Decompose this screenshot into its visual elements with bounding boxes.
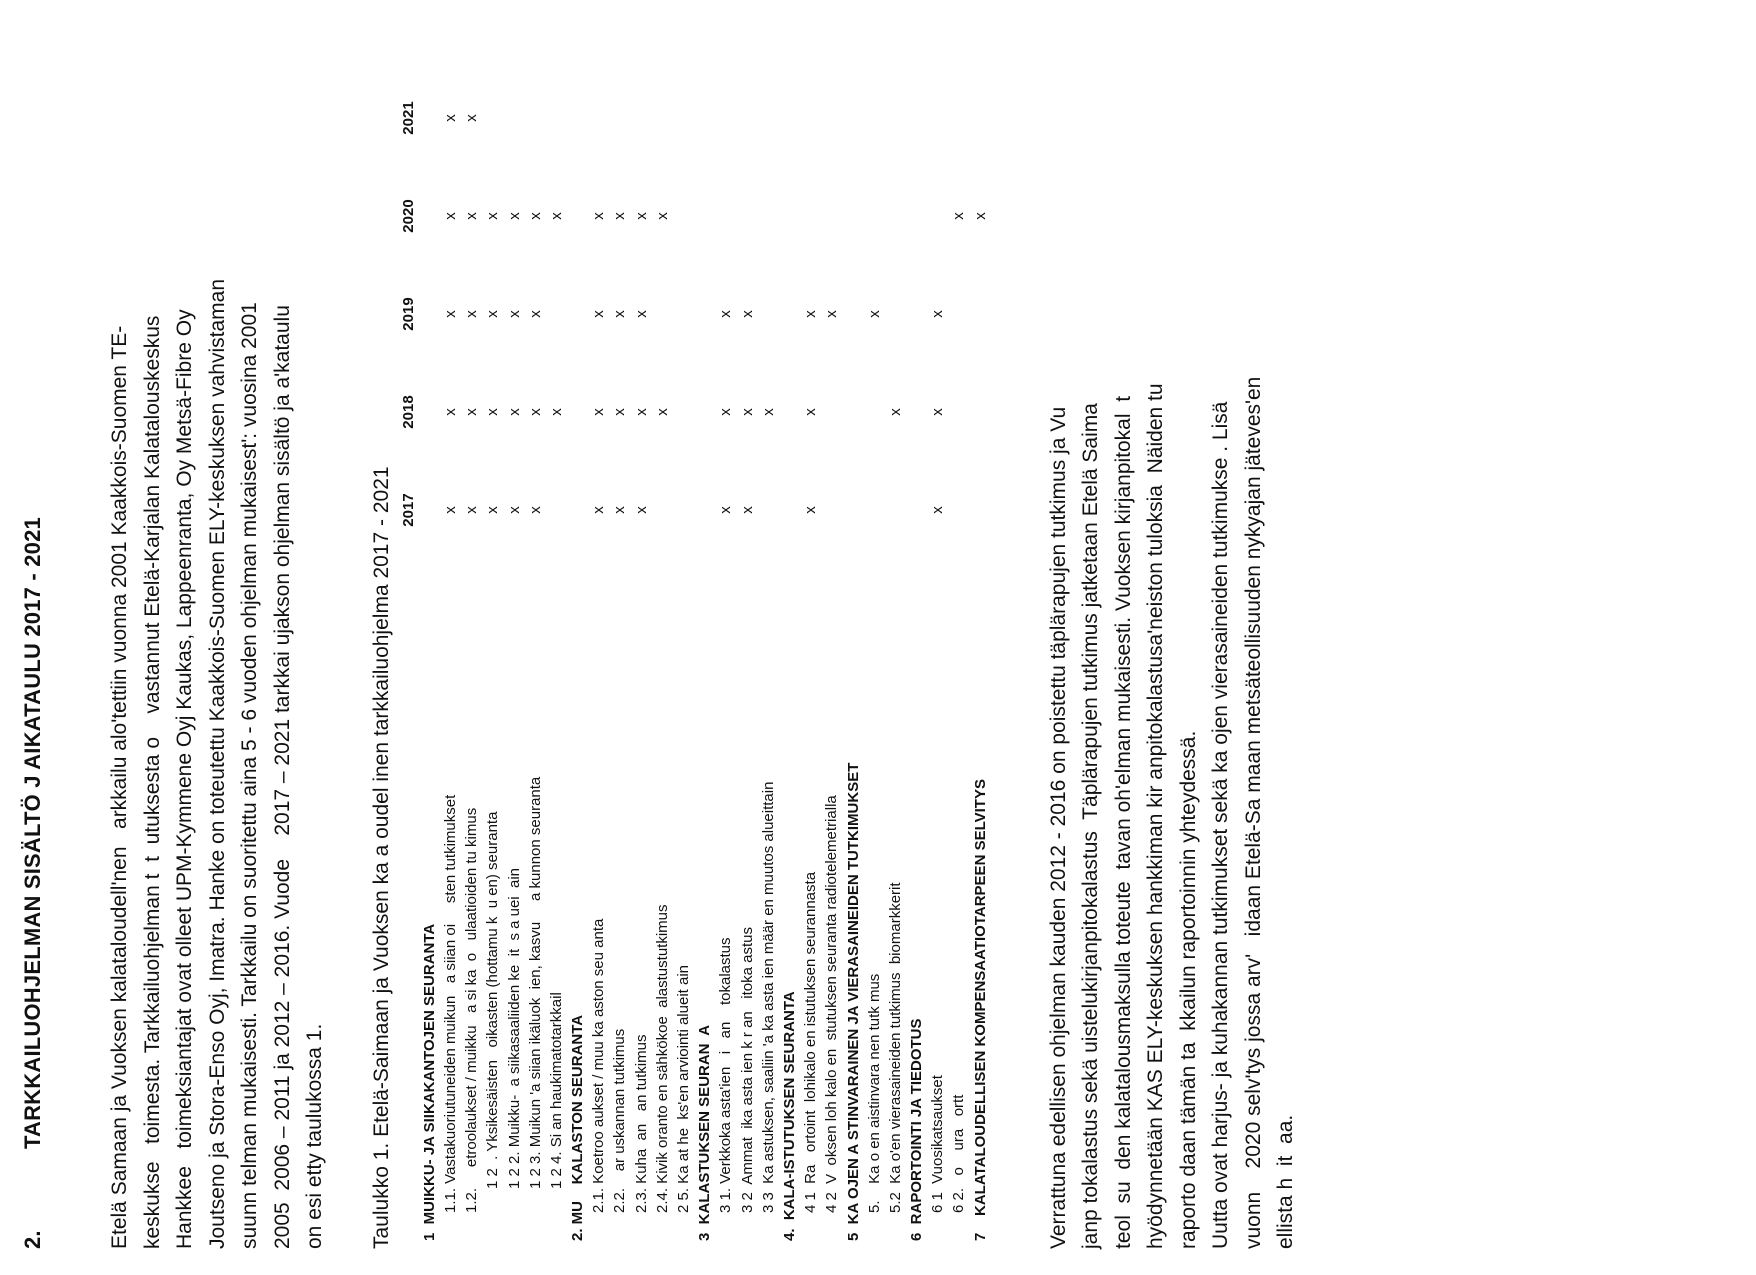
year-mark-cell xyxy=(970,461,991,559)
year-mark-cell xyxy=(821,363,842,461)
year-mark-cell: x xyxy=(738,506,756,514)
table-row xyxy=(652,69,673,1249)
year-mark-cell: x xyxy=(738,408,756,416)
year-mark-cell: x xyxy=(632,310,650,318)
year-mark-cell: x xyxy=(802,506,820,514)
text-line: suunn telman mukaisesti. Tarkkailu on suoritettu aina 5 - 6 vuoden ohjelman mukaisest': vuosina 2001 xyxy=(238,302,261,1249)
year-mark-cell: x xyxy=(484,408,502,416)
year-mark-cell xyxy=(948,265,969,363)
row-label: 2 5. Ka at he ks'en arviointi alueit ain xyxy=(675,964,693,1213)
table-row xyxy=(758,69,779,1249)
year-mark-cell xyxy=(546,265,567,363)
text-line: Hankkee toimeksiantajat ovat olleet UPM-Kymmene Oyj Kaukas, Lappeenranta, Oy Metsä-Fibre Oy xyxy=(173,309,196,1249)
row-label: 3 3 Ka astuksen, saaliin 'a ka asta ien määr en muutos alueittain xyxy=(759,781,777,1213)
year-mark-cell xyxy=(673,461,694,559)
year-mark-cell xyxy=(694,363,715,461)
year-mark-cell xyxy=(546,69,567,167)
table-row xyxy=(673,69,694,1249)
year-mark-cell xyxy=(419,167,440,265)
table-row xyxy=(503,69,524,1249)
year-mark-cell: x xyxy=(929,408,947,416)
year-mark-cell xyxy=(885,265,906,363)
year-mark-cell xyxy=(885,69,906,167)
year-mark-cell xyxy=(567,363,588,461)
table-row xyxy=(546,69,567,1249)
year-mark-cell xyxy=(779,461,800,559)
row-label: 7 KALATALOUDELLISEN KOMPENSAATIOTARPEEN SELVITYS xyxy=(971,779,989,1241)
table-row xyxy=(588,69,609,1249)
year-mark-cell xyxy=(673,363,694,461)
table-row xyxy=(864,69,885,1249)
year-mark-cell xyxy=(906,265,927,363)
table-row xyxy=(842,69,863,1249)
year-mark-cell xyxy=(864,69,885,167)
year-mark-cell xyxy=(779,265,800,363)
year-mark-cell: x xyxy=(717,310,735,318)
year-mark-cell: x xyxy=(611,408,629,416)
text-line: 2005 2006 – 2011 ja 2012 – 2016. Vuode 2017 – 2021 tarkkai ujakson ohjelman sisältö ja a'kataulu xyxy=(270,305,294,1249)
year-mark-cell: x xyxy=(505,506,523,514)
year-mark-cell xyxy=(758,461,779,559)
row-label: 5. Ka o en aistinvara nen tutk mus xyxy=(865,973,883,1213)
year-mark-cell xyxy=(503,69,524,167)
year-mark-cell xyxy=(970,363,991,461)
year-mark-cell: x xyxy=(717,506,735,514)
year-mark-cell xyxy=(546,461,567,559)
year-mark-cell: x xyxy=(865,310,883,318)
year-mark-cell: x xyxy=(441,310,459,318)
year-mark-cell: x xyxy=(886,408,904,416)
year-mark-cell: x xyxy=(929,506,947,514)
year-mark-cell xyxy=(779,363,800,461)
row-label: 6 RAPORTOINTI JA TIEDOTUS xyxy=(908,1018,926,1241)
year-mark-cell: x xyxy=(611,310,629,318)
year-header: 2017 xyxy=(399,493,417,527)
row-label: 3 1. Verkkoka asta'ien i an tokalastus xyxy=(717,937,735,1213)
year-mark-cell: x xyxy=(632,408,650,416)
year-header: 2019 xyxy=(399,297,417,331)
year-mark-cell xyxy=(652,265,673,363)
row-label: 3 KALASTUKSEN SEURAN A xyxy=(696,1024,714,1241)
year-mark-cell xyxy=(525,69,546,167)
text-line: ellista h it aa. xyxy=(1274,1114,1298,1249)
year-mark-cell: x xyxy=(505,310,523,318)
year-mark-cell xyxy=(821,69,842,167)
table-header-row xyxy=(398,69,419,1249)
table-header-blank xyxy=(398,559,419,1249)
text-line: on esi etty taulukossa 1. xyxy=(303,1023,326,1249)
row-label: 1 2 . Yksikesäisten oikasten (hottamu k u en) seuranta xyxy=(484,811,502,1189)
table-row xyxy=(948,69,969,1249)
row-label: 5.2 Ka o'en vierasaineiden tutkimus biomarkkerit xyxy=(886,882,904,1213)
year-mark-cell: x xyxy=(759,408,777,416)
table-row xyxy=(800,69,821,1249)
text-line: Etelä Samaan ja Vuoksen kalataloudell'nen arkkailu alo'tettiin vuonna 2001 Kaakkois-Suomen TE- xyxy=(108,325,131,1249)
year-mark-cell xyxy=(948,363,969,461)
year-mark-cell: x xyxy=(463,212,481,220)
year-mark-cell: x xyxy=(441,114,459,122)
table-row xyxy=(419,69,440,1249)
year-mark-cell: x xyxy=(441,408,459,416)
year-mark-cell xyxy=(652,461,673,559)
row-label: 2.4. Kivik oranto en sähkökoe alastustutkimus xyxy=(653,904,671,1213)
year-mark-cell xyxy=(419,265,440,363)
year-mark-cell: x xyxy=(463,506,481,514)
year-mark-cell xyxy=(694,167,715,265)
year-mark-cell: x xyxy=(971,212,989,220)
year-mark-cell xyxy=(842,167,863,265)
row-label: 2.3. Kuha an an tutkimus xyxy=(632,1034,650,1213)
table-row xyxy=(609,69,630,1249)
year-mark-cell: x xyxy=(463,310,481,318)
section-title: TARKKAILUOHJELMAN SISÄLTÖ J AIKATAULU 2017 - 2021 xyxy=(20,517,45,1149)
row-label: 1.1. Vastakuoriutuneiden muikun a siian oi sten tutkimukset xyxy=(441,794,459,1213)
year-mark-cell xyxy=(673,265,694,363)
section-number: 2. xyxy=(20,1230,45,1249)
year-mark-cell xyxy=(821,461,842,559)
row-label: 2.1. Koetroo aukset / muu ka aston seu anta xyxy=(590,918,608,1213)
row-label: 3 2 Ammat ika asta ien k r an itoka astus xyxy=(738,927,756,1213)
row-label: 6 2. o ura ortt xyxy=(950,1094,968,1213)
year-mark-cell xyxy=(758,69,779,167)
outro-paragraph xyxy=(1043,40,1303,1249)
year-mark-cell xyxy=(652,69,673,167)
year-mark-cell: x xyxy=(547,408,565,416)
year-mark-cell: x xyxy=(632,506,650,514)
text-line: keskukse toimesta. Tarkkailuohjelman t t utuksesta o vastannut Etelä-Karjalan Kalatalouskeskus xyxy=(140,315,164,1249)
year-mark-cell: x xyxy=(463,408,481,416)
table-row xyxy=(525,69,546,1249)
year-mark-cell xyxy=(906,167,927,265)
text-line: Uutta ovat harjus- ja kuhakannan tutkimukset sekä ka ojen vierasaineiden tutkimukse . Lisä xyxy=(1209,401,1233,1249)
year-header: 2018 xyxy=(399,395,417,429)
year-mark-cell xyxy=(758,265,779,363)
year-mark-cell xyxy=(419,461,440,559)
year-mark-cell xyxy=(906,69,927,167)
table-row xyxy=(694,69,715,1249)
table-row xyxy=(631,69,652,1249)
row-label: 4 1 Ra ortoint lohikalo en istutuksen seurannasta xyxy=(802,871,820,1213)
text-line: teol su den kalatalousmaksulla toteute tavan oh'elman mukaisesti. Vuoksen kirjanpitokal t xyxy=(1111,395,1135,1249)
year-mark-cell xyxy=(779,69,800,167)
program-table xyxy=(398,69,991,1249)
row-label: 5 KA OJEN A STINVARAINEN JA VIERASAINEIDEN TUTKIMUKSET xyxy=(844,762,862,1241)
table-row xyxy=(970,69,991,1249)
year-mark-cell xyxy=(482,69,503,167)
year-mark-cell: x xyxy=(653,408,671,416)
table-body xyxy=(419,69,991,1249)
year-mark-cell xyxy=(419,363,440,461)
year-mark-cell xyxy=(737,69,758,167)
year-mark-cell: x xyxy=(441,212,459,220)
year-mark-cell: x xyxy=(611,506,629,514)
year-mark-cell xyxy=(948,69,969,167)
row-label: 4 2 V oksen loh kalo en stutuksen seuranta radiotelemetrialla xyxy=(823,795,841,1213)
year-mark-cell xyxy=(567,461,588,559)
year-mark-cell xyxy=(694,265,715,363)
year-mark-cell: x xyxy=(802,310,820,318)
year-mark-cell xyxy=(715,69,736,167)
intro-paragraph xyxy=(104,40,332,1249)
row-label: 2. MU KALASTON SEURANTA xyxy=(569,1014,587,1241)
table-row xyxy=(779,69,800,1249)
year-mark-cell: x xyxy=(484,506,502,514)
year-mark-cell xyxy=(906,363,927,461)
year-mark-cell xyxy=(567,167,588,265)
year-mark-cell: x xyxy=(717,408,735,416)
row-label: 1 2 3. Muikun 'a siian ikäluok ien, kasvu a kunnon seuranta xyxy=(526,776,544,1189)
year-mark-cell: x xyxy=(441,506,459,514)
year-mark-cell xyxy=(779,167,800,265)
year-mark-cell: x xyxy=(526,310,544,318)
year-mark-cell xyxy=(715,167,736,265)
table-row xyxy=(906,69,927,1249)
row-label: 6 1 Vuosikatsaukset xyxy=(929,1075,947,1213)
year-mark-cell: x xyxy=(505,212,523,220)
row-label: 1 MUIKKU- JA SIIKAKANTOJEN SEURANTA xyxy=(420,923,438,1241)
year-mark-cell xyxy=(864,167,885,265)
year-mark-cell: x xyxy=(484,310,502,318)
table-row xyxy=(821,69,842,1249)
year-mark-cell xyxy=(864,363,885,461)
row-label: 4. KALA-ISTUTUKSEN SEURANTA xyxy=(780,991,798,1241)
table-row xyxy=(440,69,461,1249)
year-mark-cell xyxy=(927,167,948,265)
year-mark-cell: x xyxy=(611,212,629,220)
year-mark-cell xyxy=(842,461,863,559)
row-label: 2.2. ar uskannan tutkimus xyxy=(611,1028,629,1213)
year-mark-cell: x xyxy=(505,408,523,416)
row-label: 1 2 4. Si an haukimatotarkkail xyxy=(547,992,565,1189)
year-mark-cell xyxy=(842,69,863,167)
table-caption: Taulukko 1. Etelä-Saimaan ja Vuoksen ka a oudel inen tarkkailuohjelma 2017 - 2021 xyxy=(369,466,393,1249)
year-mark-cell xyxy=(821,167,842,265)
year-header: 2021 xyxy=(399,101,417,135)
year-mark-cell xyxy=(758,167,779,265)
year-mark-cell: x xyxy=(632,212,650,220)
text-line: raporto daan tämän ta kkailun raportoinnin yhteydessä. xyxy=(1176,730,1200,1249)
table-row xyxy=(567,69,588,1249)
year-mark-cell xyxy=(588,69,609,167)
text-line: hyödynnetään KAS ELY-keskuksen hankkiman kir anpitokalastusa'neiston tuloksia Näiden tu xyxy=(1144,383,1168,1249)
year-mark-cell: x xyxy=(590,506,608,514)
year-mark-cell: x xyxy=(590,408,608,416)
year-mark-cell: x xyxy=(547,212,565,220)
year-mark-cell: x xyxy=(802,408,820,416)
year-mark-cell: x xyxy=(526,212,544,220)
row-label: 1 2 2. Muikku- a siikasaaliiden ke it s a uei ain xyxy=(505,868,523,1189)
year-header: 2020 xyxy=(399,199,417,233)
year-mark-cell xyxy=(842,265,863,363)
year-mark-cell xyxy=(864,461,885,559)
year-mark-cell xyxy=(948,461,969,559)
table-row xyxy=(927,69,948,1249)
year-mark-cell: x xyxy=(823,310,841,318)
table-row xyxy=(737,69,758,1249)
year-mark-cell xyxy=(800,69,821,167)
table-row xyxy=(715,69,736,1249)
section-heading xyxy=(20,40,46,1249)
row-label: 1.2. etroolaukset / muikku a si ka o ulaatioiden tu kimus xyxy=(463,807,481,1213)
year-mark-cell xyxy=(567,265,588,363)
year-mark-cell: x xyxy=(950,212,968,220)
year-mark-cell: x xyxy=(526,506,544,514)
year-mark-cell xyxy=(419,69,440,167)
text-line: vuonn 2020 selv'tys jossa arv' idaan Etelä-Sa maan metsäteollisuuden nykyajan jäteves'en xyxy=(1241,376,1265,1249)
year-mark-cell xyxy=(737,167,758,265)
year-mark-cell xyxy=(673,69,694,167)
year-mark-cell xyxy=(885,167,906,265)
year-mark-cell xyxy=(970,265,991,363)
year-mark-cell: x xyxy=(590,310,608,318)
year-mark-cell: x xyxy=(463,114,481,122)
year-mark-cell: x xyxy=(526,408,544,416)
year-mark-cell: x xyxy=(738,310,756,318)
text-line: janp tokalastus sekä uistelukirjanpitokalastus Täplärapujen tutkimus jatketaan Etelä Saima xyxy=(1079,403,1103,1249)
year-mark-cell xyxy=(694,69,715,167)
year-mark-cell xyxy=(842,363,863,461)
table-row xyxy=(461,69,482,1249)
year-mark-cell: x xyxy=(653,212,671,220)
table-row xyxy=(885,69,906,1249)
year-mark-cell: x xyxy=(590,212,608,220)
year-mark-cell xyxy=(927,69,948,167)
year-mark-cell xyxy=(673,167,694,265)
table-row xyxy=(482,69,503,1249)
text-line: Joutseno ja Stora-Enso Oyj, Imatra. Hanke on toteutettu Kaakkois-Suomen ELY-keskuksen vahvistaman xyxy=(205,278,229,1249)
year-mark-cell xyxy=(970,69,991,167)
year-mark-cell xyxy=(567,69,588,167)
year-mark-cell xyxy=(906,461,927,559)
year-mark-cell: x xyxy=(929,310,947,318)
text-line: Verrattuna edellisen ohjelman kauden 2012 - 2016 on poistettu täplärapujen tutkimus ja Vu xyxy=(1046,406,1070,1249)
year-mark-cell xyxy=(694,461,715,559)
year-mark-cell xyxy=(800,167,821,265)
year-mark-cell xyxy=(631,69,652,167)
year-mark-cell: x xyxy=(484,212,502,220)
year-mark-cell xyxy=(609,69,630,167)
year-mark-cell xyxy=(885,461,906,559)
